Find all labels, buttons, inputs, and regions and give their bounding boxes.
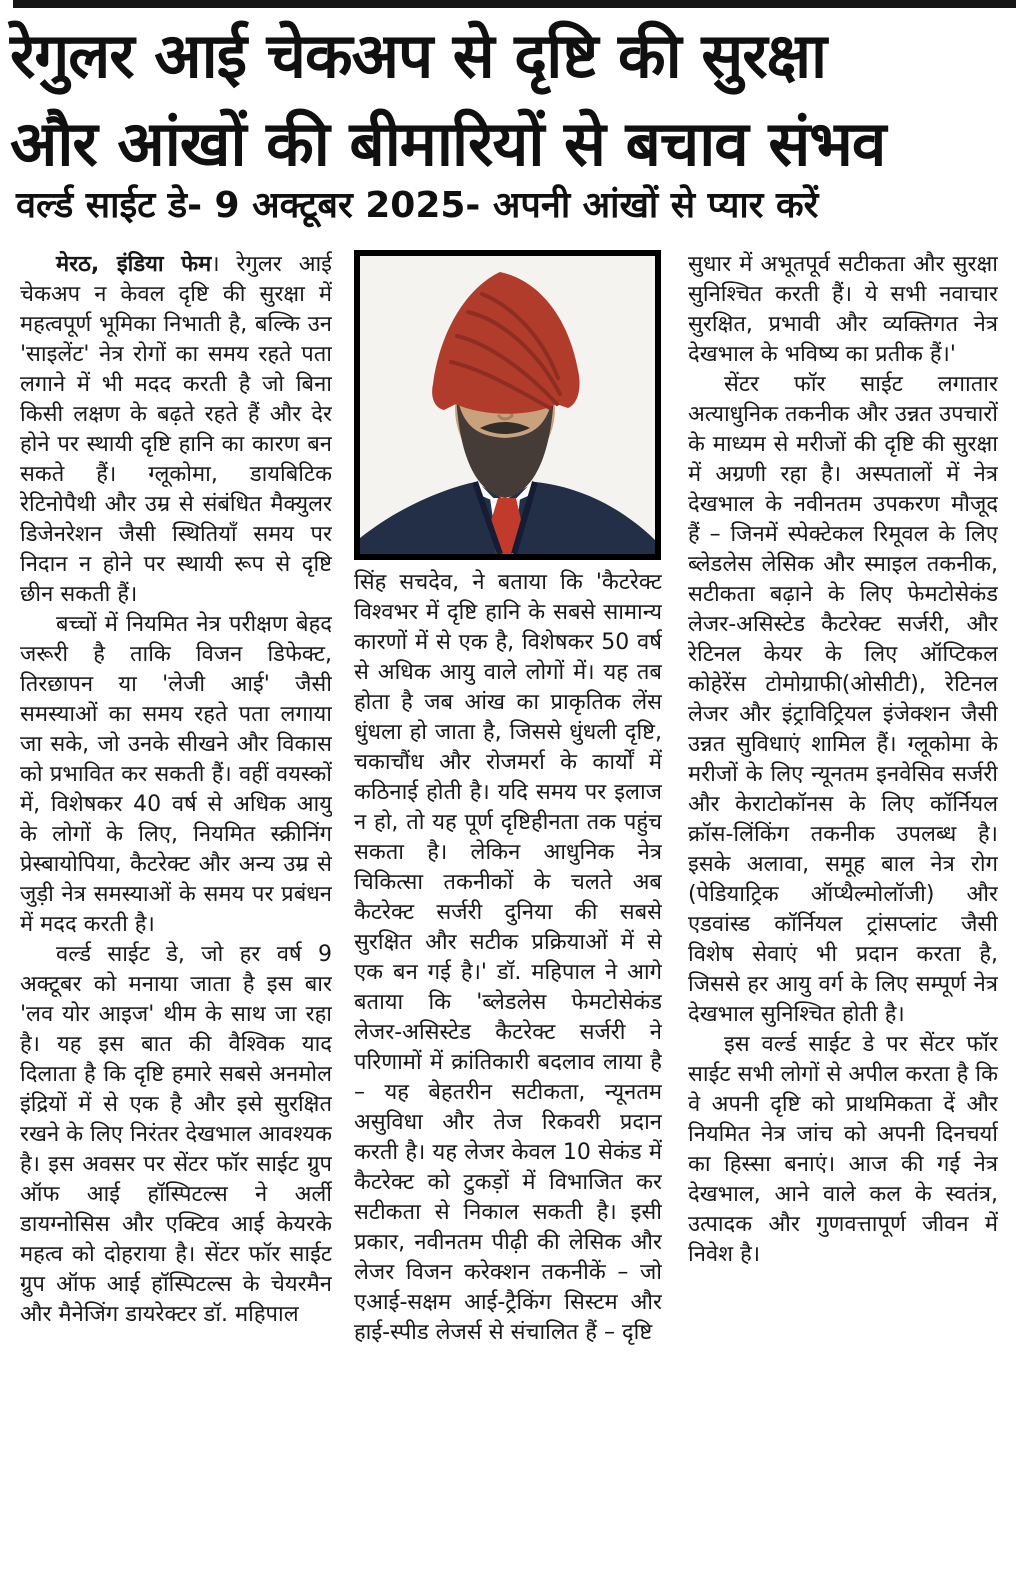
headline-line2: और आंखों की बीमारियों से बचाव संभव: [10, 107, 886, 180]
headline-line1: रेगुलर आई चेकअप से दृष्टि की सुरक्षा: [10, 19, 827, 92]
paragraph-5: सुधार में अभूतपूर्व सटीकता और सुरक्षा सुनिश्चित करती हैं। ये सभी नवाचार सुरक्षित, प्रभावी और व्यक्तिगत नेत्र देखभाल के भविष्य का प्रतीक हैं।': [688, 252, 998, 367]
paragraph-1-text: । रेगुलर आई चेकअप न केवल दृष्टि की सुरक्षा में महत्वपूर्ण भूमिका निभाती है, बल्कि उन 'साइलेंट' नेत्र रोगों का समय रहते पता लगाने में भी मदद करती है जो बिना किसी लक्षण के बढ़ते रहते हैं और देर होने पर स्थायी दृष्टि हानि का कारण बन सकते हैं। ग्लूकोमा, डायबिटिक रेटिनोपैथी और उम्र से संबंधित मैक्युलर डिजेनरेशन जैसी स्थितियाँ समय पर निदान न होने पर स्थायी रूप से दृष्टि छीन सकती हैं।: [20, 252, 332, 607]
article-body: [0, 250, 1016, 1573]
paragraph-6: सेंटर फॉर साईट लगातार अत्याधुनिक तकनीक और उन्नत उपचारों के माध्यम से मरीजों की दृष्टि की सुरक्षा में अग्रणी रहा है। अस्पतालों में नेत्र देखभाल के नवीनतम उपकरण मौजूद हैं – जिनमें स्पेक्टेकल रिमूवल के लिए ब्लेडलेस लेसिक और स्माइल तकनीक, सटीकता बढ़ाने के लिए फेमटोसेकंड लेजर-असिस्टेड कैटरेक्ट सर्जरी, और रेटिनल केयर के लिए ऑप्टिकल कोहेरेंस टोमोग्राफी(ओसीटी), रेटिनल लेजर और इंट्राविट्रियल इंजेक्शन जैसी उन्नत सुविधाएं शामिल हैं। ग्लूकोमा के मरीजों के लिए न्यूनतम इनवेसिव सर्जरी और केराटोकॉनस के लिए कॉर्नियल क्रॉस-लिंकिंग तकनीक उपलब्ध है। इसके अलावा, समूह बाल नेत्र रोग (पेडियाट्रिक ऑप्थैल्मोलॉजी) और एडवांस्ड कॉर्नियल ट्रांसप्लांट जैसी विशेष सेवाएं भी प्रदान करता है, जिससे हर आयु वर्ग के लिए सम्पूर्ण नेत्र देखभाल सुनिश्चित होती है।: [688, 372, 998, 1027]
article-subheadline: वर्ल्ड साईट डे- 9 अक्टूबर 2025- अपनी आंखों से प्यार करें: [16, 185, 819, 226]
dateline: मेरठ, इंडिया फेम: [56, 252, 212, 277]
portrait-illustration: [360, 256, 655, 554]
column-2-text: [354, 568, 662, 1569]
paragraph-4: सिंह सचदेव, ने बताया कि 'कैटरेक्ट विश्वभर में दृष्टि हानि के सबसे सामान्य कारणों में से एक है, विशेषकर 50 वर्ष से अधिक आयु वाले लोगों में। यह तब होता है जब आंख का प्राकृतिक लेंस धुंधला हो जाता है, जिससे धुंधली दृष्टि, चकाचौंध और रोजमर्रा के कार्यों में कठिनाई होती है। यदि समय पर इलाज न हो, तो यह पूर्ण दृष्टिहीनता तक पहुंच सकता है। लेकिन आधुनिक नेत्र चिकित्सा तकनीकों के चलते अब कैटरेक्ट सर्जरी दुनिया की सबसे सुरक्षित और सटीक प्रक्रियाओं में से एक बन गई है।' डॉ. महिपाल ने आगे बताया कि 'ब्लेडलेस फेमटोसेकंड लेजर-असिस्टेड कैटरेक्ट सर्जरी ने परिणामों में क्रांतिकारी बदलाव लाया है – यह बेहतरीन सटीकता, न्यूनतम असुविधा और तेज रिकवरी प्रदान करती है। यह लेजर केवल 10 सेकंड में कैटरेक्ट को टुकड़ों में विभाजित कर सटीकता से निकाल सकती है। इसी प्रकार, नवीनतम पीढ़ी की लेसिक और लेजर विजन करेक्शन तकनीकें – जो एआई-सक्षम आई-ट्रैकिंग सिस्टम और हाई-स्पीड लेजर्स से संचालित हैं – दृष्टि: [354, 570, 662, 1345]
paragraph-3: वर्ल्ड साईट डे, जो हर वर्ष 9 अक्टूबर को मनाया जाता है इस बार 'लव योर आइज' थीम के साथ जा रहा है। यह इस बात की वैश्विक याद दिलाता है कि दृष्टि हमारे सबसे अनमोल इंद्रियों में से एक है और इसे सुरक्षित रखने के लिए निरंतर देखभाल आवश्यक है। इस अवसर पर सेंटर फॉर साईट ग्रुप ऑफ आई हॉस्पिटल्स ने अर्ली डायग्नोसिस और एक्टिव आई केयरके महत्व को दोहराया है। सेंटर फॉर साईट ग्रुप ऑफ आई हॉस्पिटल्स के चेयरमैन और मैनेजिंग डायरेक्टर डॉ. महिपाल: [20, 942, 332, 1327]
paragraph-2: बच्चों में नियमित नेत्र परीक्षण बेहद जरूरी है ताकि विजन डिफेक्ट, तिरछापन या 'लेजी आई' जैसी समस्याओं का समय रहते पता लगाया जा सके, जो उनके सीखने और विकास को प्रभावित कर सकती हैं। वहीं वयस्कों में, विशेषकर 40 वर्ष से अधिक आयु के लोगों के लिए, नियमित स्क्रीनिंग प्रेस्बायोपिया, कैटरेक्ट और अन्य उम्र से जुड़ी नेत्र समस्याओं के समय पर प्रबंधन में मदद करती है।: [20, 612, 332, 937]
article-headline: [10, 12, 1010, 188]
top-rule: [13, 0, 1016, 8]
column-3: [688, 250, 998, 1573]
paragraph-1: [20, 250, 332, 610]
portrait-photo: [354, 250, 661, 560]
paragraph-7: इस वर्ल्ड साईट डे पर सेंटर फॉर साईट सभी लोगों से अपील करता है कि वे अपनी दृष्टि को प्राथमिकता दें और नियमित नेत्र जांच को अपनी दिनचर्या का हिस्सा बनाएं। आज की गई नेत्र देखभाल, आने वाले कल के स्वतंत्र, उत्पादक और गुणवत्तापूर्ण जीवन में निवेश है।: [688, 1032, 998, 1267]
column-1: [20, 250, 332, 1573]
column-2: [354, 250, 662, 1573]
